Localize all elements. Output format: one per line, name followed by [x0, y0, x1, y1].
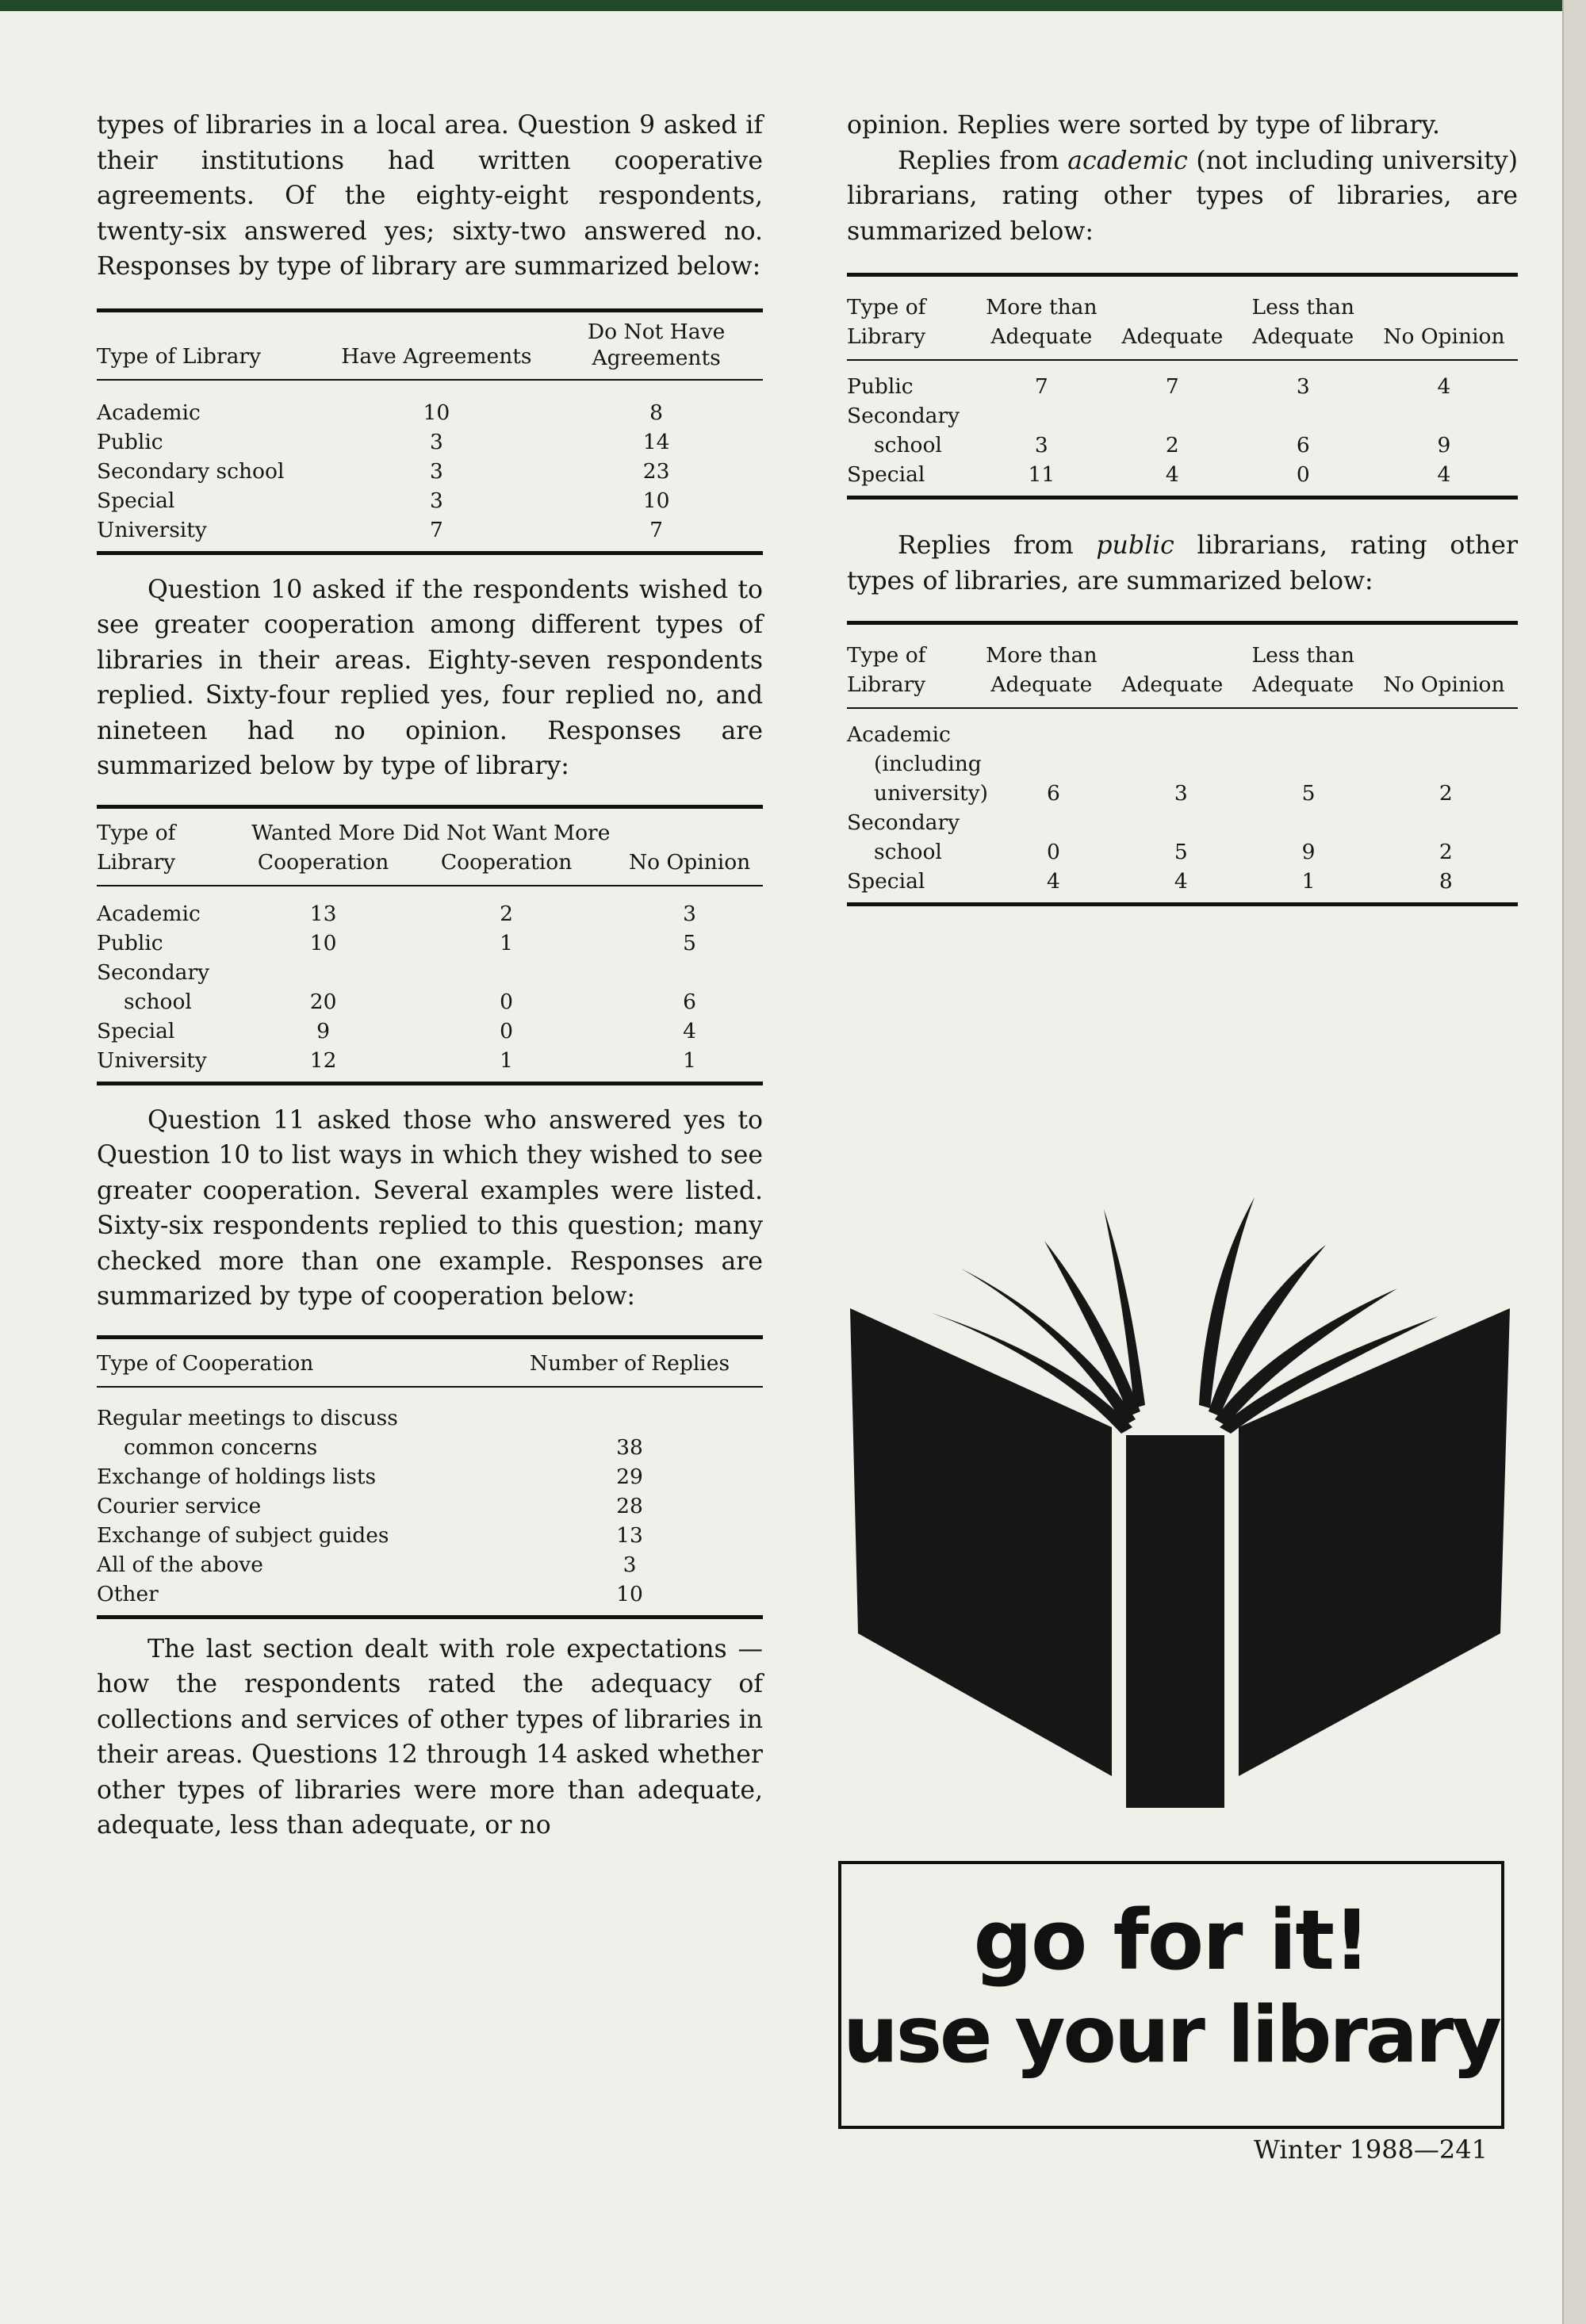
- book-right-cover: [1239, 1308, 1510, 1776]
- value-cell: 7: [1034, 374, 1048, 399]
- value-cell: [1243, 720, 1374, 749]
- paragraph-public-replies: [847, 528, 1518, 599]
- col-header-more-than: More than Adequate: [986, 643, 1098, 697]
- value-cell: 4: [1165, 462, 1179, 487]
- row-label-cell: Academic: [97, 400, 201, 425]
- value-cell: 3: [1296, 374, 1310, 399]
- table-rule-top: [97, 308, 763, 312]
- row-label-cell: Secondary: [847, 810, 960, 835]
- value-cell: 4: [683, 1018, 697, 1043]
- table-header-row: [97, 818, 763, 877]
- slogan-line-1: go for it!: [973, 1892, 1370, 1989]
- value-cell: 8: [1439, 869, 1453, 894]
- row-label-cell: Exchange of holdings lists: [97, 1464, 377, 1489]
- row-label-cell: Secondary school: [97, 458, 285, 484]
- row-label-cell: Regular meetings to discuss: [97, 1405, 398, 1430]
- row-label-cell: Special: [847, 462, 925, 487]
- table-rule-mid: [97, 379, 763, 381]
- value-cell: 0: [1296, 462, 1310, 487]
- value-cell: 2: [1439, 781, 1453, 806]
- value-cell: [1374, 808, 1518, 837]
- col-header-no-opinion: No Opinion: [1383, 324, 1505, 349]
- table-row: [97, 1579, 763, 1609]
- value-cell: 10: [423, 400, 450, 425]
- paragraph-question-11: Question 11 asked those who answered yes to Question 10 to list ways in which they wished to see greater cooperation. Several examples were listed. Sixty-six respondents replied to this question; many checked more than one example. Responses are summarized by type of cooperation below:: [97, 1105, 763, 1311]
- table-rule-top: [847, 273, 1518, 277]
- table-row: [97, 928, 763, 958]
- value-cell: 3: [1034, 433, 1048, 458]
- table-rule-bottom: [847, 902, 1518, 906]
- row-label-cell: University: [97, 1047, 207, 1073]
- row-label-cell: University: [97, 517, 207, 542]
- value-cell: 11: [1028, 462, 1055, 487]
- col-header-less-than: Less than Adequate: [1251, 643, 1354, 697]
- table-row: [97, 457, 763, 486]
- table-row: [97, 1046, 763, 1075]
- col-header-type: Type of Library: [847, 295, 926, 349]
- value-cell: 2: [1165, 433, 1179, 458]
- value-cell: [1119, 720, 1243, 749]
- col-header-type-of-cooperation: Type of Cooperation: [97, 1350, 314, 1376]
- value-cell: 8: [649, 400, 664, 425]
- col-header-do-not-have-text: Do Not Have Agreements: [587, 319, 726, 370]
- value-cell: [988, 749, 1119, 779]
- paragraph-academic-replies: [847, 144, 1518, 250]
- row-label-cell: common concerns: [124, 1434, 318, 1460]
- table-rule-mid: [847, 359, 1518, 361]
- table-rule-mid: [97, 1386, 763, 1388]
- value-cell: 13: [616, 1522, 643, 1548]
- value-cell: 1: [1301, 869, 1316, 894]
- text-span: Replies from: [898, 146, 1068, 175]
- slogan-box: [838, 1861, 1504, 2129]
- row-label-cell: Secondary: [847, 404, 960, 428]
- value-cell: 10: [309, 930, 337, 955]
- table-rule-top: [97, 1335, 763, 1339]
- col-header-do-not-have: [550, 319, 763, 371]
- row-label-cell: All of the above: [97, 1552, 263, 1577]
- value-cell: 7: [649, 517, 664, 542]
- row-label-cell: Secondary: [97, 959, 210, 985]
- open-book-illustration: [842, 1173, 1518, 1840]
- table-academic-ratings: [847, 293, 1518, 351]
- col-header-type: Type of Library: [847, 643, 926, 697]
- value-cell: [1243, 808, 1374, 837]
- table-rule-mid: [847, 707, 1518, 709]
- table-cooperative-agreements-body: [97, 398, 763, 545]
- table-row: [847, 720, 1518, 749]
- value-cell: 38: [616, 1434, 643, 1460]
- text-span: (not including university) librarians, rating other types of libraries, are summarized below:: [847, 146, 1519, 246]
- table-rule-bottom: [97, 551, 763, 555]
- table-row: [97, 958, 763, 987]
- value-cell: 14: [642, 429, 670, 454]
- value-cell: [616, 958, 763, 987]
- value-cell: 4: [1437, 462, 1451, 487]
- value-cell: [1119, 749, 1243, 779]
- value-cell: 3: [429, 458, 443, 484]
- table-row: [97, 1403, 763, 1433]
- table-rule-bottom: [97, 1082, 763, 1085]
- table-row: [847, 837, 1518, 867]
- value-cell: 28: [616, 1493, 643, 1518]
- col-header-less-than: Less than Adequate: [1251, 295, 1354, 349]
- row-label-cell: school: [874, 840, 942, 864]
- paragraph-opinion: opinion. Replies were sorted by type of library.: [847, 111, 1441, 140]
- value-cell: 0: [500, 1018, 514, 1043]
- value-cell: 6: [1296, 433, 1310, 458]
- col-header-type: Type of Library: [97, 820, 176, 875]
- col-header-adequate: Adequate: [1121, 672, 1224, 697]
- value-cell: 1: [500, 1047, 514, 1073]
- col-header-no-opinion: No Opinion: [628, 849, 751, 875]
- table-type-of-cooperation-body: [97, 1403, 763, 1609]
- value-cell: 10: [642, 488, 670, 513]
- value-cell: 12: [309, 1047, 337, 1073]
- table-public-ratings-body: [847, 720, 1518, 896]
- value-cell: 0: [500, 989, 514, 1014]
- table-row: [97, 987, 763, 1017]
- row-label-cell: Special: [847, 869, 925, 894]
- value-cell: [1243, 749, 1374, 779]
- col-header-no-opinion: No Opinion: [1383, 672, 1505, 697]
- col-header-did-not-want: Did Not Want More Cooperation: [402, 820, 611, 875]
- row-label-cell: Academic: [847, 722, 951, 747]
- value-cell: [396, 958, 616, 987]
- value-cell: 4: [1174, 869, 1188, 894]
- right-column: [847, 108, 1518, 906]
- table-row: [847, 460, 1518, 489]
- table-type-of-cooperation: [97, 1349, 763, 1378]
- table-row: [847, 431, 1518, 460]
- table-row: [847, 372, 1518, 401]
- table-row: [97, 398, 763, 427]
- table-row: [97, 1462, 763, 1491]
- row-label-cell: Public: [97, 930, 163, 955]
- table-row: [847, 749, 1518, 779]
- row-label-cell: university): [874, 781, 988, 806]
- value-cell: 5: [1301, 781, 1316, 806]
- emphasis-academic: academic: [1067, 146, 1188, 175]
- value-cell: 23: [642, 458, 670, 484]
- value-cell: 3: [429, 488, 443, 513]
- value-cell: 3: [683, 901, 697, 926]
- value-cell: 13: [309, 901, 337, 926]
- value-cell: [1119, 808, 1243, 837]
- value-cell: [988, 720, 1119, 749]
- value-cell: [496, 1403, 763, 1433]
- value-cell: 9: [1437, 433, 1451, 458]
- table-row: [97, 427, 763, 457]
- paragraph-role-expectations: The last section dealt with role expectations —how the respondents rated the adequacy of collections and services of other types of libraries in their areas. Questions 12 through 14 asked whether other types of libraries were more than adequate, adequate, less than adequate, or no: [97, 1634, 763, 1840]
- table-row: [97, 899, 763, 928]
- table-rule-bottom: [97, 1615, 763, 1619]
- left-column: [97, 108, 763, 1844]
- table-row: [847, 808, 1518, 837]
- table-academic-ratings-body: [847, 372, 1518, 489]
- value-cell: [1374, 749, 1518, 779]
- value-cell: 5: [1174, 840, 1188, 864]
- value-cell: [988, 808, 1119, 837]
- emphasis-public: public: [1096, 531, 1174, 560]
- row-label-cell: Courier service: [97, 1493, 262, 1518]
- col-header-number-of-replies: Number of Replies: [529, 1350, 730, 1376]
- table-cooperative-agreements: [97, 319, 763, 371]
- value-cell: 20: [309, 989, 337, 1014]
- table-row: [97, 1017, 763, 1046]
- value-cell: 4: [1047, 869, 1060, 894]
- row-label-cell: school: [874, 433, 942, 458]
- row-label-cell: Other: [97, 1581, 159, 1606]
- value-cell: 6: [683, 989, 697, 1014]
- value-cell: 2: [1439, 840, 1453, 864]
- table-row: [847, 867, 1518, 896]
- value-cell: 0: [1047, 840, 1060, 864]
- value-cell: 1: [500, 930, 514, 955]
- col-header-more-than: More than Adequate: [986, 295, 1098, 349]
- table-greater-cooperation: [97, 818, 763, 877]
- row-label-cell: Public: [97, 429, 163, 454]
- value-cell: 3: [429, 429, 443, 454]
- book-spine: [1126, 1435, 1224, 1808]
- row-label-cell: Special: [97, 1018, 175, 1043]
- paragraph-question-9: types of libraries in a local area. Question 9 asked if their institutions had written cooperative agreements. Of the eighty-eight respondents, twenty-six answered yes; sixty-two answered no. Responses by type of library are summarized below:: [97, 111, 763, 281]
- col-header-adequate: Adequate: [1121, 324, 1224, 349]
- row-label-cell: (including: [874, 752, 982, 776]
- table-row: [97, 1521, 763, 1550]
- row-label-cell: Academic: [97, 901, 201, 926]
- col-header-type: Type of Library: [97, 343, 262, 369]
- value-cell: 7: [429, 517, 443, 542]
- value-cell: [975, 401, 1109, 431]
- row-label-cell: Exchange of subject guides: [97, 1522, 389, 1548]
- table-greater-cooperation-body: [97, 899, 763, 1075]
- row-label-cell: school: [124, 989, 192, 1014]
- col-header-wanted-more: Wanted More Cooperation: [251, 820, 396, 875]
- page-top-edge: [0, 0, 1586, 11]
- value-cell: [250, 958, 396, 987]
- table-rule-top: [847, 621, 1518, 625]
- text-span: librarians, rating other types of libraries, are summarized below:: [847, 531, 1519, 595]
- table-row: [97, 1433, 763, 1462]
- table-row: [97, 1550, 763, 1579]
- table-row: [847, 779, 1518, 808]
- paragraph-question-10: Question 10 asked if the respondents wished to see greater cooperation among different types of libraries in their areas. Eighty-seven respondents replied. Sixty-four replied yes, four replied no, and nineteen had no opinion. Responses are summarized below by type of library:: [97, 575, 763, 780]
- row-label-cell: Public: [847, 374, 914, 399]
- value-cell: 5: [683, 930, 697, 955]
- page-binding-edge: [1562, 0, 1586, 2324]
- text-span: Replies from: [898, 531, 1097, 560]
- value-cell: [1109, 401, 1236, 431]
- table-row: [97, 515, 763, 545]
- value-cell: 3: [1174, 781, 1188, 806]
- value-cell: 10: [616, 1581, 643, 1606]
- table-row: [847, 401, 1518, 431]
- value-cell: 29: [616, 1464, 643, 1489]
- table-public-ratings: [847, 641, 1518, 699]
- value-cell: 3: [623, 1552, 637, 1577]
- table-header-row: [97, 319, 763, 371]
- value-cell: 2: [500, 901, 514, 926]
- table-header-row: [847, 293, 1518, 351]
- table-row: [97, 486, 763, 515]
- table-rule-bottom: [847, 496, 1518, 500]
- table-header-row: [97, 1349, 763, 1378]
- value-cell: 9: [1301, 840, 1316, 864]
- value-cell: 1: [683, 1047, 697, 1073]
- slogan-line-2: use your library: [842, 1990, 1500, 2081]
- value-cell: 7: [1165, 374, 1179, 399]
- value-cell: [1236, 401, 1370, 431]
- table-row: [97, 1491, 763, 1521]
- value-cell: [1370, 401, 1518, 431]
- table-rule-top: [97, 805, 763, 809]
- col-header-have: Have Agreements: [341, 343, 532, 369]
- table-header-row: [847, 641, 1518, 699]
- value-cell: [1374, 720, 1518, 749]
- value-cell: 6: [1047, 781, 1060, 806]
- value-cell: 9: [316, 1018, 331, 1043]
- value-cell: 4: [1437, 374, 1451, 399]
- table-rule-mid: [97, 885, 763, 886]
- page-footer-folio: Winter 1988—241: [1254, 2134, 1488, 2165]
- row-label-cell: Special: [97, 488, 175, 513]
